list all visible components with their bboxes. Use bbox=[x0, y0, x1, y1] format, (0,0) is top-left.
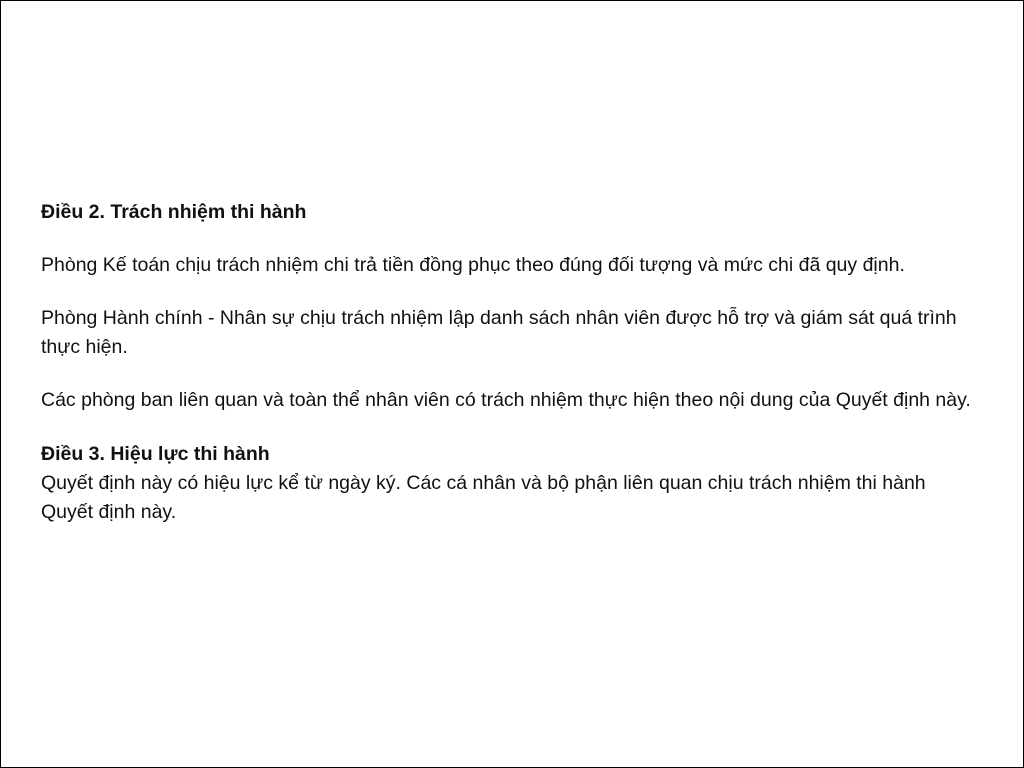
article-3-heading: Điều 3. Hiệu lực thi hành bbox=[41, 443, 270, 465]
article-2-paragraph-1: Phòng Kế toán chịu trách nhiệm chi trả tiền đồng phục theo đúng đối tượng và mức chi đã quy định. bbox=[41, 254, 905, 276]
document-body bbox=[41, 198, 981, 527]
article-3-paragraph-1: Quyết định này có hiệu lực kể từ ngày ký. Các cá nhân và bộ phận liên quan chịu trách nhiệm thi hành Quyết định này. bbox=[41, 472, 926, 523]
article-2-paragraph-2: Phòng Hành chính - Nhân sự chịu trách nhiệm lập danh sách nhân viên được hỗ trợ và giám sát quá trình thực hiện. bbox=[41, 307, 957, 358]
article-2-paragraph-3: Các phòng ban liên quan và toàn thể nhân viên có trách nhiệm thực hiện theo nội dung của Quyết định này. bbox=[41, 389, 971, 411]
article-2-heading: Điều 2. Trách nhiệm thi hành bbox=[41, 201, 307, 223]
